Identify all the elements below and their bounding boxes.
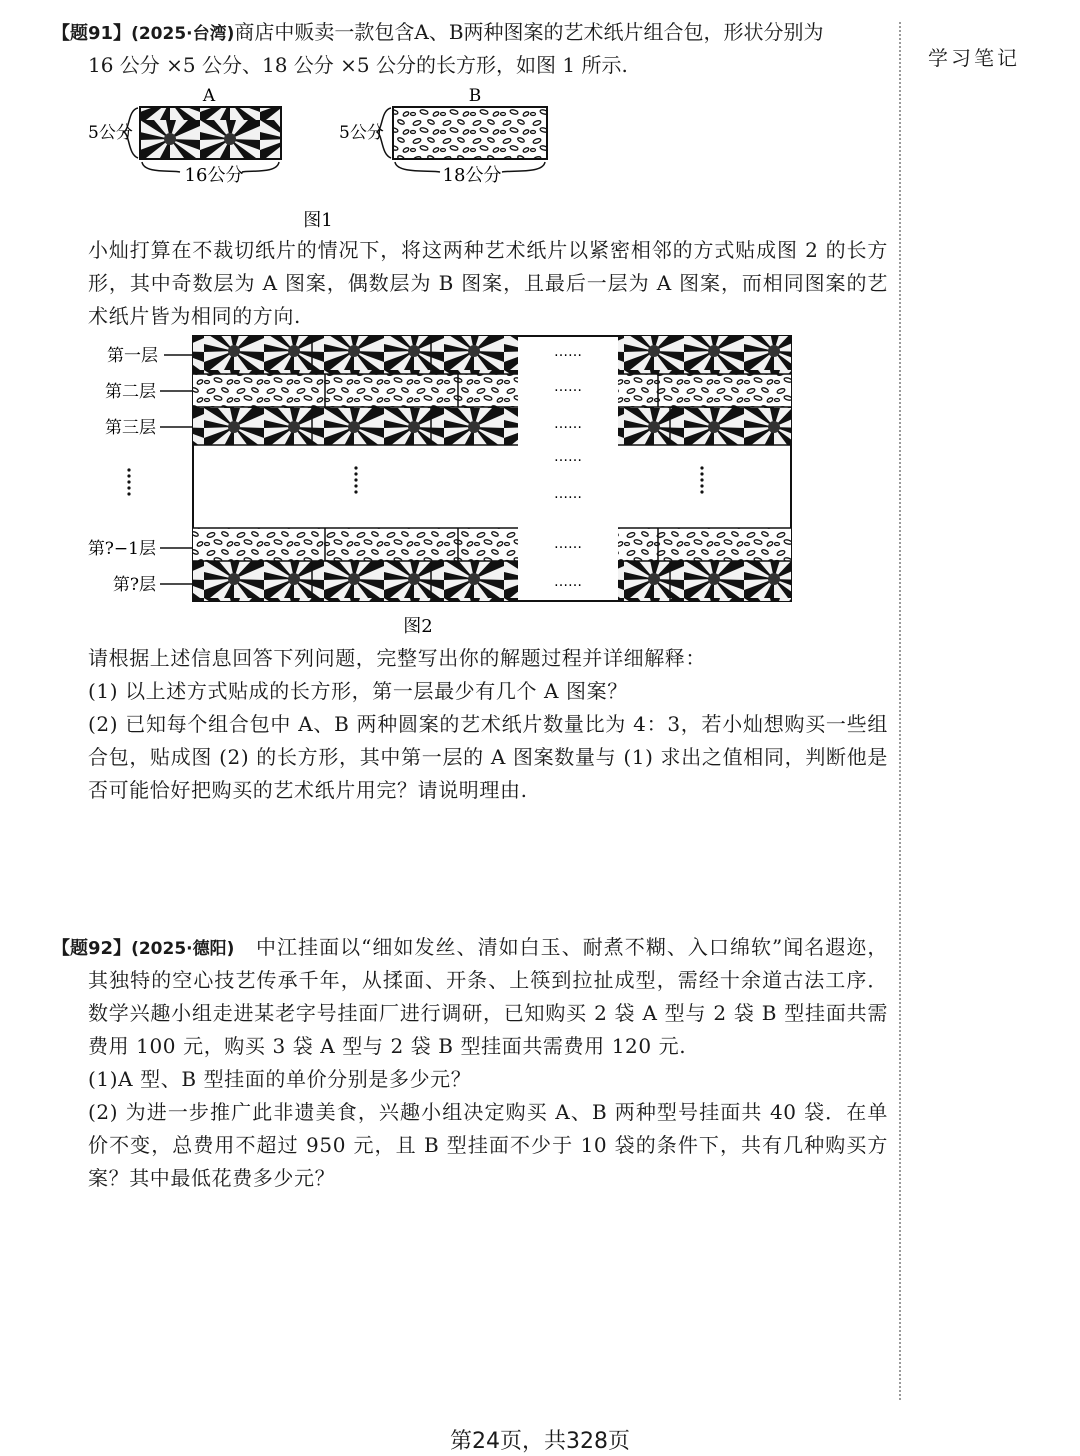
fig2-label-layern1: 第?−1层 bbox=[87, 539, 156, 559]
fig1-height-b: 5公分 bbox=[339, 123, 384, 143]
p91-source: (2025·台湾) bbox=[131, 24, 235, 44]
notes-divider bbox=[899, 22, 901, 1400]
figure-2 bbox=[84, 332, 804, 640]
fig2-layer2-right bbox=[618, 374, 791, 407]
fig2-ellipsis-mid1: …… bbox=[554, 449, 582, 465]
fig2-label-layer2: 第二层 bbox=[105, 382, 156, 402]
p92-body: 中江挂面以“细如发丝、清如白玉、耐煮不糊、入口绵软”闻名遐迩，其独特的空心技艺传承千年，从揉面、开条、上筷到拉扯成型，需经十余道古法工序．数学兴趣小组走进某老字号挂面厂进行调研，已知购买 2 袋 A 型与 2 袋 B 型挂面共需费用 100 元，购买 3 袋 A 型与 2 袋 B 型挂面共需费用 120 元. bbox=[88, 935, 888, 1058]
fig2-layer2-left bbox=[193, 374, 518, 407]
p91-tag: 【题91】 bbox=[52, 23, 132, 44]
fig2-ellipsis-row4: …… bbox=[554, 536, 582, 552]
p92-question-2: (2) 为进一步推广此非遗美食，兴趣小组决定购买 A、B 两种型号挂面共 40 袋．在单价不变，总费用不超过 950 元，且 B 型挂面不少于 10 袋的条件下，共有几种购买方案？其中最低花费多少元？ bbox=[88, 1100, 888, 1190]
p91-body: 小灿打算在不裁切纸片的情况下，将这两种艺术纸片以紧密相邻的方式贴成图 2 的长方形，其中奇数层为 A 图案，偶数层为 B 图案，且最后一层为 A 图案，而相同图案的艺术纸片皆为相同的方向. bbox=[88, 238, 888, 328]
p91-intro-line2: 16 公分 ×5 公分、18 公分 ×5 公分的长方形，如图 1 所示. bbox=[88, 53, 628, 77]
fig2-layern-left bbox=[193, 561, 518, 601]
fig2-label-layer3: 第三层 bbox=[105, 418, 156, 438]
fig2-layern-right bbox=[618, 561, 791, 601]
fig2-ellipsis-row5: …… bbox=[554, 574, 582, 590]
page-number: 第24页，共328页 bbox=[450, 1429, 630, 1454]
fig1-tile-a bbox=[140, 107, 281, 159]
fig2-label-layer1: 第一层 bbox=[107, 346, 158, 366]
fig2-layern1-left bbox=[193, 528, 518, 561]
fig1-tile-b bbox=[393, 107, 547, 159]
p91-question-2: (2) 已知每个组合包中 A、B 两种圆案的艺术纸片数量比为 4：3，若小灿想购买一些组合包，贴成图 (2) 的长方形，其中第一层的 A 图案数量与 (1) 求出之值相同，判断他是否可能恰好把购买的艺术纸片用完？请说明理由. bbox=[88, 712, 888, 802]
fig1-width-b: 18公分 bbox=[442, 165, 502, 186]
p91-intro-line1: 商店中贩卖一款包含A、B两种图案的艺术纸片组合包，形状分别为 bbox=[234, 20, 824, 44]
fig2-layern1-right bbox=[618, 528, 791, 561]
p92-source: (2025·德阳) bbox=[131, 939, 235, 959]
fig1-label-a: A bbox=[202, 86, 216, 106]
p91-line1 bbox=[52, 16, 824, 51]
figure-1 bbox=[80, 82, 580, 232]
fig2-label-layern: 第?层 bbox=[112, 575, 156, 595]
notes-title: 学习笔记 bbox=[928, 46, 1020, 70]
fig1-label-b: B bbox=[468, 86, 482, 106]
fig1-caption: 图1 bbox=[303, 210, 333, 231]
fig1-width-a: 16公分 bbox=[184, 165, 244, 186]
fig2-layer1-right bbox=[618, 336, 791, 374]
p92-question-1: (1)A 型、B 型挂面的单价分别是多少元？ bbox=[88, 1067, 472, 1091]
fig2-ellipsis-row3: …… bbox=[554, 416, 582, 432]
p91-intro: 请根据上述信息回答下列问题，完整写出你的解题过程并详细解释： bbox=[88, 646, 706, 670]
p92-tag: 【题92】 bbox=[52, 938, 132, 959]
fig2-ellipsis-row1: …… bbox=[554, 344, 582, 360]
fig1-height-a: 5公分 bbox=[88, 123, 133, 143]
fig2-layer1-left bbox=[193, 336, 518, 374]
p91-question-1: (1) 以上述方式贴成的长方形，第一层最少有几个 A 图案？ bbox=[88, 679, 628, 703]
fig2-caption: 图2 bbox=[403, 616, 433, 637]
fig2-layer3-right bbox=[618, 407, 791, 445]
fig2-ellipsis-row2: …… bbox=[554, 379, 582, 395]
fig2-ellipsis-mid2: …… bbox=[554, 486, 582, 502]
fig2-layer3-left bbox=[193, 407, 518, 445]
